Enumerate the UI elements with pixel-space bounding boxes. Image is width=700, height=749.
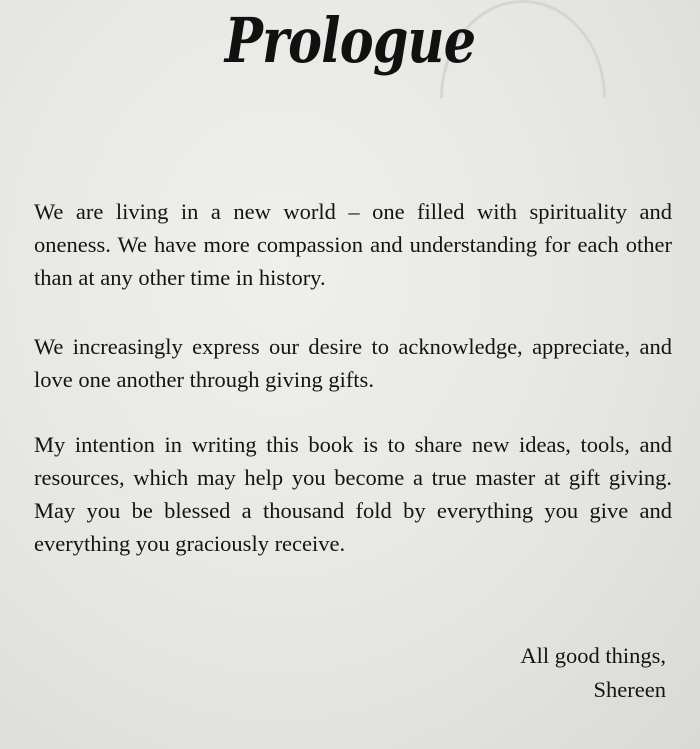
- closing-line: All good things,: [520, 643, 666, 668]
- signature: Shereen: [593, 677, 666, 702]
- paragraph-3: My intention in writing this book is to share new ideas, tools, and resources, which may help you become a true master at gift giving. May you be blessed a thousand fold by everything you give and everything you graciously receive.: [34, 432, 672, 556]
- paragraph-2: We increasingly express our desire to acknowledge, appreciate, and love one another through giving gifts.: [34, 334, 672, 392]
- page-title: Prologue: [224, 4, 476, 77]
- paragraph-1: We are living in a new world – one filled with spirituality and oneness. We have more compassion and understanding for each other than at any other time in history.: [34, 199, 672, 290]
